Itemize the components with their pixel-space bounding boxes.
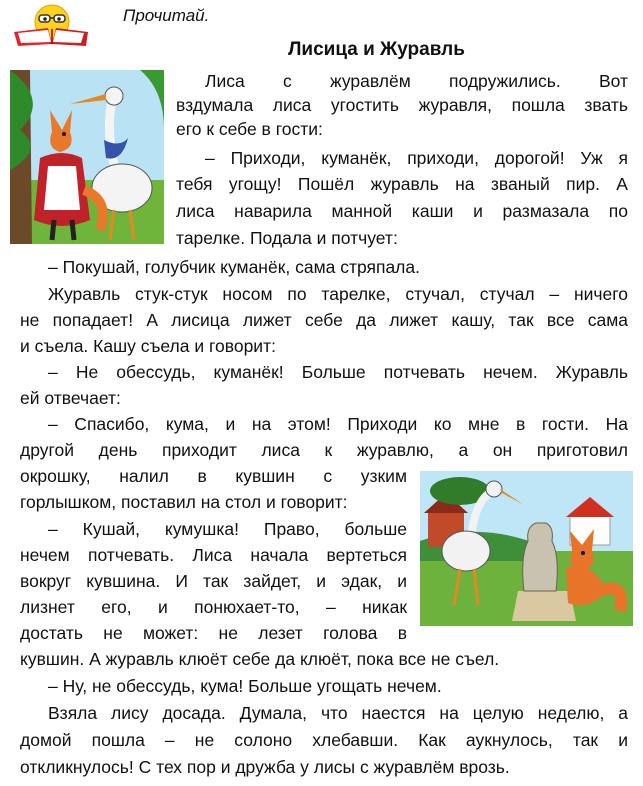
story-line: достать не может: не лезет голова в bbox=[20, 623, 407, 643]
story-line: не попадает! А лисица лижет себе да лижет кашу, так все сама bbox=[20, 310, 628, 330]
story-line: – Ну, не обессудь, кума! Больше угощать нечем. bbox=[48, 676, 442, 696]
story-line: другой день приходит лиса к журавлю, а он приготовил bbox=[20, 440, 628, 460]
story-line: лиса наварила манной каши и размазала по bbox=[176, 201, 628, 221]
story-line: домой пошла – не солоно хлебавши. Как аукнулось, так и bbox=[20, 730, 628, 750]
story-line: Журавль стук-стук носом по тарелке, стучал, стучал – ничего bbox=[48, 284, 628, 304]
story-line: вздумала лиса угостить журавля, пошла звать bbox=[176, 95, 628, 115]
story-line: тебя угощу! Пошёл журавль на званый пир. А bbox=[176, 174, 628, 194]
story-line: ей отвечает: bbox=[20, 388, 121, 408]
story-title: Лисица и Журавль bbox=[288, 39, 465, 60]
story-line: – Спасибо, кума, и на этом! Приходи ко мне в гости. На bbox=[48, 414, 628, 434]
story-line: его к себе в гости: bbox=[176, 119, 323, 139]
story-line: – Не обессудь, куманёк! Больше потчевать нечем. Журавль bbox=[48, 362, 628, 382]
story-line: – Кушай, кумушка! Право, больше bbox=[48, 519, 407, 539]
story-line: горлышком, поставил на стол и говорит: bbox=[20, 492, 348, 512]
story-line: кувшин. А журавль клюёт себе да клюёт, пока все не съел. bbox=[20, 649, 500, 669]
story-line: вокруг кувшина. И так зайдет, и эдак, и bbox=[20, 571, 407, 591]
story-line: Лиса с журавлём подружились. Вот bbox=[205, 71, 628, 91]
instruction: Прочитай. bbox=[123, 6, 210, 25]
story-line: – Приходи, куманёк, приходи, дорогой! Уж я bbox=[205, 148, 628, 168]
story-line: нечем потчевать. Лиса начала вертеться bbox=[20, 545, 407, 565]
story-line: и съела. Кашу съела и говорит: bbox=[20, 336, 276, 356]
story-line: Взяла лису досада. Думала, что наестся на целую неделю, а bbox=[48, 703, 628, 723]
story-line: тарелке. Подала и потчует: bbox=[176, 228, 398, 248]
story-line: окрошку, налил в кувшин с узким bbox=[20, 466, 407, 486]
story-line: – Покушай, голубчик куманёк, сама стряпала. bbox=[48, 257, 420, 277]
story-line: лизнет его, и понюхает-то, – никак bbox=[20, 597, 407, 617]
story-line: откликнулось! С тех пор и дружба у лисы с журавлём врозь. bbox=[20, 757, 510, 777]
